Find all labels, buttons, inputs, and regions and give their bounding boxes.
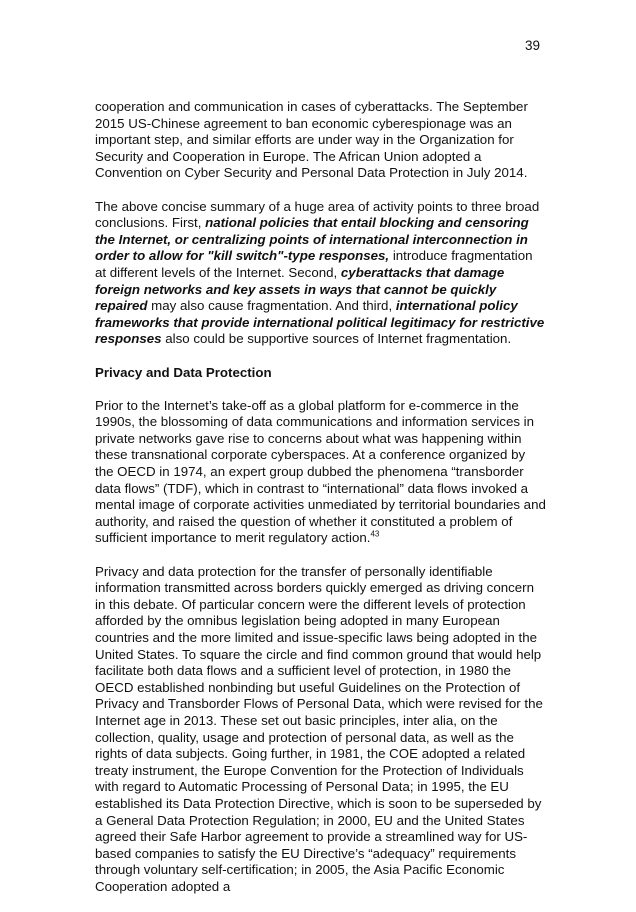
emphasis-cyberattacks: cyberattacks that damage foreign networks and key assets in ways that cannot be quickly repaired <box>95 264 505 314</box>
text-run: may also cause fragmentation. And third, <box>147 298 396 314</box>
emphasis-national-policies: national policies that entail blocking and censoring the Internet, or centralizing points of international interconnection in order to allow for "kill switch"-type responses, <box>95 215 529 264</box>
section-heading: Privacy and Data Protection <box>95 364 272 380</box>
paragraph-three-conclusions <box>95 199 547 348</box>
footnote-marker[interactable]: 43 <box>370 530 380 540</box>
text-run: introduce fragmentation at different levels of the Internet. Second, <box>95 248 533 280</box>
text-run: also could be supportive sources of Internet fragmentation. <box>161 331 512 347</box>
page-number: 39 <box>524 38 540 53</box>
paragraph-privacy-frameworks: Privacy and data protection for the transfer of personally identifiable information transmitted across borders quickly emerged as driving concern in this debate. Of particular concern were the different levels of protection afforded by the omnibus legislation being adopted in many European countries and the more limited and issue-specific laws being adopted in the United States. To square the circle and find common ground that would help facilitate both data flows and a sufficient level of protection, in 1980 the OECD established nonbinding but useful Guidelines on the Protection of Privacy and Transborder Flows of Personal Data, which were revised for the Internet age in 2013. These set out basic principles, inter alia, on the collection, quality, usage and protection of personal data, as well as the rights of data subjects. Going further, in 1981, the COE adopted a related treaty instrument, the Europe Convention for the Protection of Individuals with regard to Automatic Processing of Personal Data; in 1995, the EU established its Data Protection Directive, which is soon to be superseded by a General Data Protection Regulation; in 2000, EU and the United States agreed their Safe Harbor agreement to provide a streamlined way for US-based companies to satisfy the EU Directive’s “adequacy” requirements through voluntary self-certification; in 2005, the Asia Pacific Economic Cooperation adopted a <box>95 563 543 894</box>
paragraph-tdf-history <box>95 398 547 547</box>
page-content <box>95 99 547 912</box>
text-run: The above concise summary of a huge area of activity points to three broad conclusions. First, <box>95 198 540 231</box>
paragraph-cyber-cooperation: cooperation and communication in cases of cyberattacks. The September 2015 US-Chinese agreement to ban economic cyberespionage was an important step, and similar efforts are under way in the Organization for Security and Cooperation in Europe. The African Union adopted a Convention on Cyber Security and Personal Data Protection in July 2014. <box>95 99 528 181</box>
emphasis-policy-frameworks: international policy frameworks that provide international political legitimacy for restrictive responses <box>95 298 545 347</box>
text-run: Prior to the Internet’s take-off as a global platform for e-commerce in the 1990s, the blossoming of data communications and information services in private networks gave rise to concerns about what was happening within these transnational corporate cyberspaces. At a conference organized by the OECD in 1974, an expert group dubbed the phenomena “transborder data flows” (TDF), which in contrast to “international” data flows invoked a mental image of corporate activities unmediated by territorial boundaries and authority, and raised the question of whether it constituted a problem of sufficient importance to merit regulatory action. <box>95 397 546 546</box>
